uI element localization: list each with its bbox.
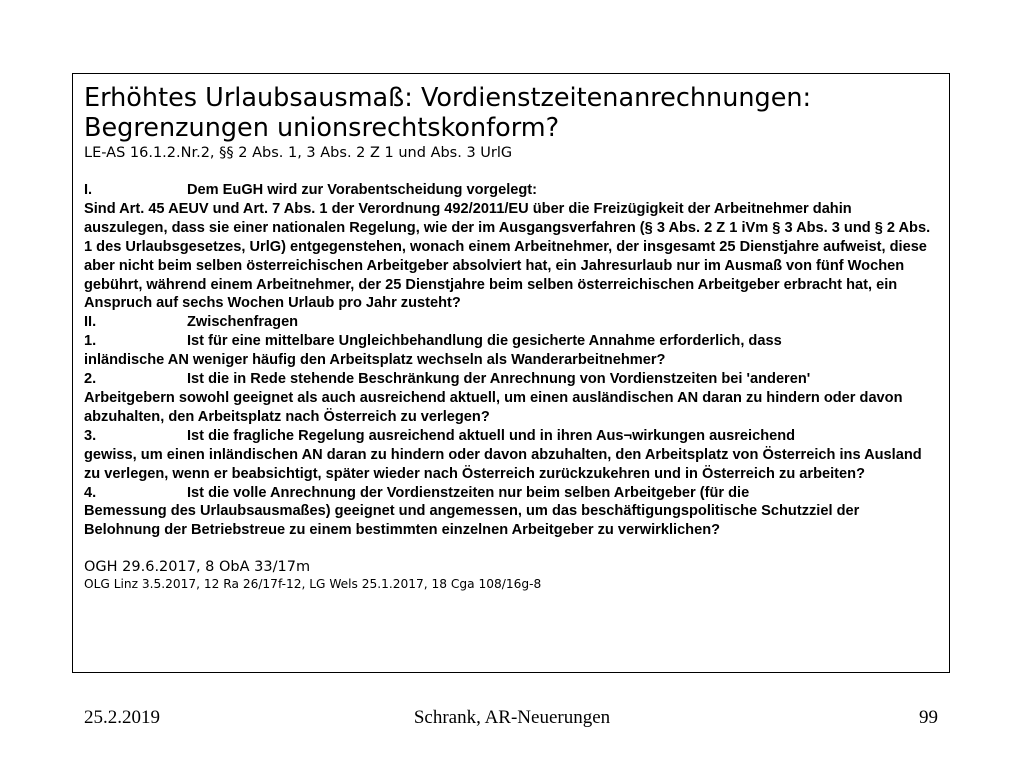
interim-question-3-first-line [84,427,937,446]
interim-question-3 [84,427,937,484]
footer-date: 25.2.2019 [84,707,160,728]
interim-question-4-first-line [84,484,937,503]
interim-question-4-number: 4. [84,484,97,501]
title-line-2: Begrenzungen unionsrechtskonform? [84,113,560,143]
interim-question-2-rest: Arbeitgebern sowohl geeignet als auch ausreichend aktuell, um einen ausländischen AN daran zu hindern oder davon abzuhalten, den Arbeitsplatz nach Österreich zu verlegen? [84,389,903,425]
interim-question-2 [84,370,937,427]
interim-question-3-start: Ist die fragliche Regelung ausreichend aktuell und in ihren Aus¬wirkungen ausreichend [187,427,796,444]
section-2-number: II. [84,314,97,331]
footer-title: Schrank, AR-Neuerungen [413,707,611,728]
interim-question-3-number: 3. [84,427,97,444]
supreme-court-citation: OGH 29.6.2017, 8 ObA 33/17m [84,559,311,576]
slide-title [84,83,937,143]
preliminary-question: Sind Art. 45 AEUV und Art. 7 Abs. 1 der Verordnung 492/2011/EU über die Freizügigkeit der Arbeitnehmer dahin auszulegen, dass sie einer nationalen Regelung, wie der im Ausgangsverfahren (§ 3 Abs. 2 Z 1 iVm § 3 Abs. 3 und § 2 Abs. 1 des Urlaubsgesetzes, UrlG) entgegenstehen, wonach einem Arbeitnehmer, der insgesamt 25 Dienstjahre aufweist, diese aber nicht beim selben österreichischen Arbeitgeber absolviert hat, ein Jahresurlaub nur im Ausmaß von fünf Wochen gebührt, während einem Arbeitnehmer, der 25 Dienstjahre beim selben österreichischen Arbeitgeber erbracht hat, ein Anspruch auf sechs Wochen Urlaub pro Jahr zusteht? [84,200,931,312]
lower-court-citation: OLG Linz 3.5.2017, 12 Ra 26/17f-12, LG Wels 25.1.2017, 18 Cga 108/16g-8 [84,577,542,592]
interim-question-3-rest: gewiss, um einen inländischen AN daran zu hindern oder davon abzuhalten, den Arbeitsplatz von Österreich ins Ausland zu verlegen, wenn er beabsichtigt, später wieder nach Österreich zurückzukehren und in Österreich zu arbeiten? [84,446,922,482]
interim-question-1-rest: inländische AN weniger häufig den Arbeitsplatz wechseln als Wanderarbeitnehmer? [84,352,666,369]
footer-page-number: 99 [919,707,938,728]
interim-question-4-rest: Bemessung des Urlaubsausmaßes) geeignet und angemessen, um das beschäftigungspolitische Schutzziel der Belohnung der Betriebstreue zu einem bestimmten einzelnen Arbeitgeber zu verwirklichen? [84,503,860,539]
interim-question-4 [84,484,937,541]
section-1-heading-row [84,181,937,200]
section-2-heading-row [84,313,937,332]
interim-question-2-start: Ist die in Rede stehende Beschränkung der Anrechnung von Vordienstzeiten bei 'anderen' [187,371,811,388]
decision-text [84,181,937,540]
interim-question-1-first-line [84,332,937,351]
section-1-heading: Dem EuGH wird zur Vorabentscheidung vorgelegt: [187,182,538,198]
interim-question-2-number: 2. [84,371,97,388]
interim-question-1 [84,332,937,370]
section-2-heading: Zwischenfragen [187,314,299,331]
legal-reference: LE-AS 16.1.2.Nr.2, §§ 2 Abs. 1, 3 Abs. 2 Z 1 und Abs. 3 UrlG [84,145,513,161]
interim-question-1-number: 1. [84,333,97,350]
interim-question-4-start: Ist die volle Anrechnung der Vordienstzeiten nur beim selben Arbeitgeber (für die [187,484,750,501]
spacer [84,540,937,558]
content-box [72,73,950,673]
section-1-number: I. [84,182,93,198]
title-line-1: Erhöhtes Urlaubsausmaß: Vordienstzeitenanrechnungen: [84,83,812,113]
interim-question-1-start: Ist für eine mittelbare Ungleichbehandlung die gesicherte Annahme erforderlich, dass [187,333,782,350]
interim-question-2-first-line [84,370,937,389]
